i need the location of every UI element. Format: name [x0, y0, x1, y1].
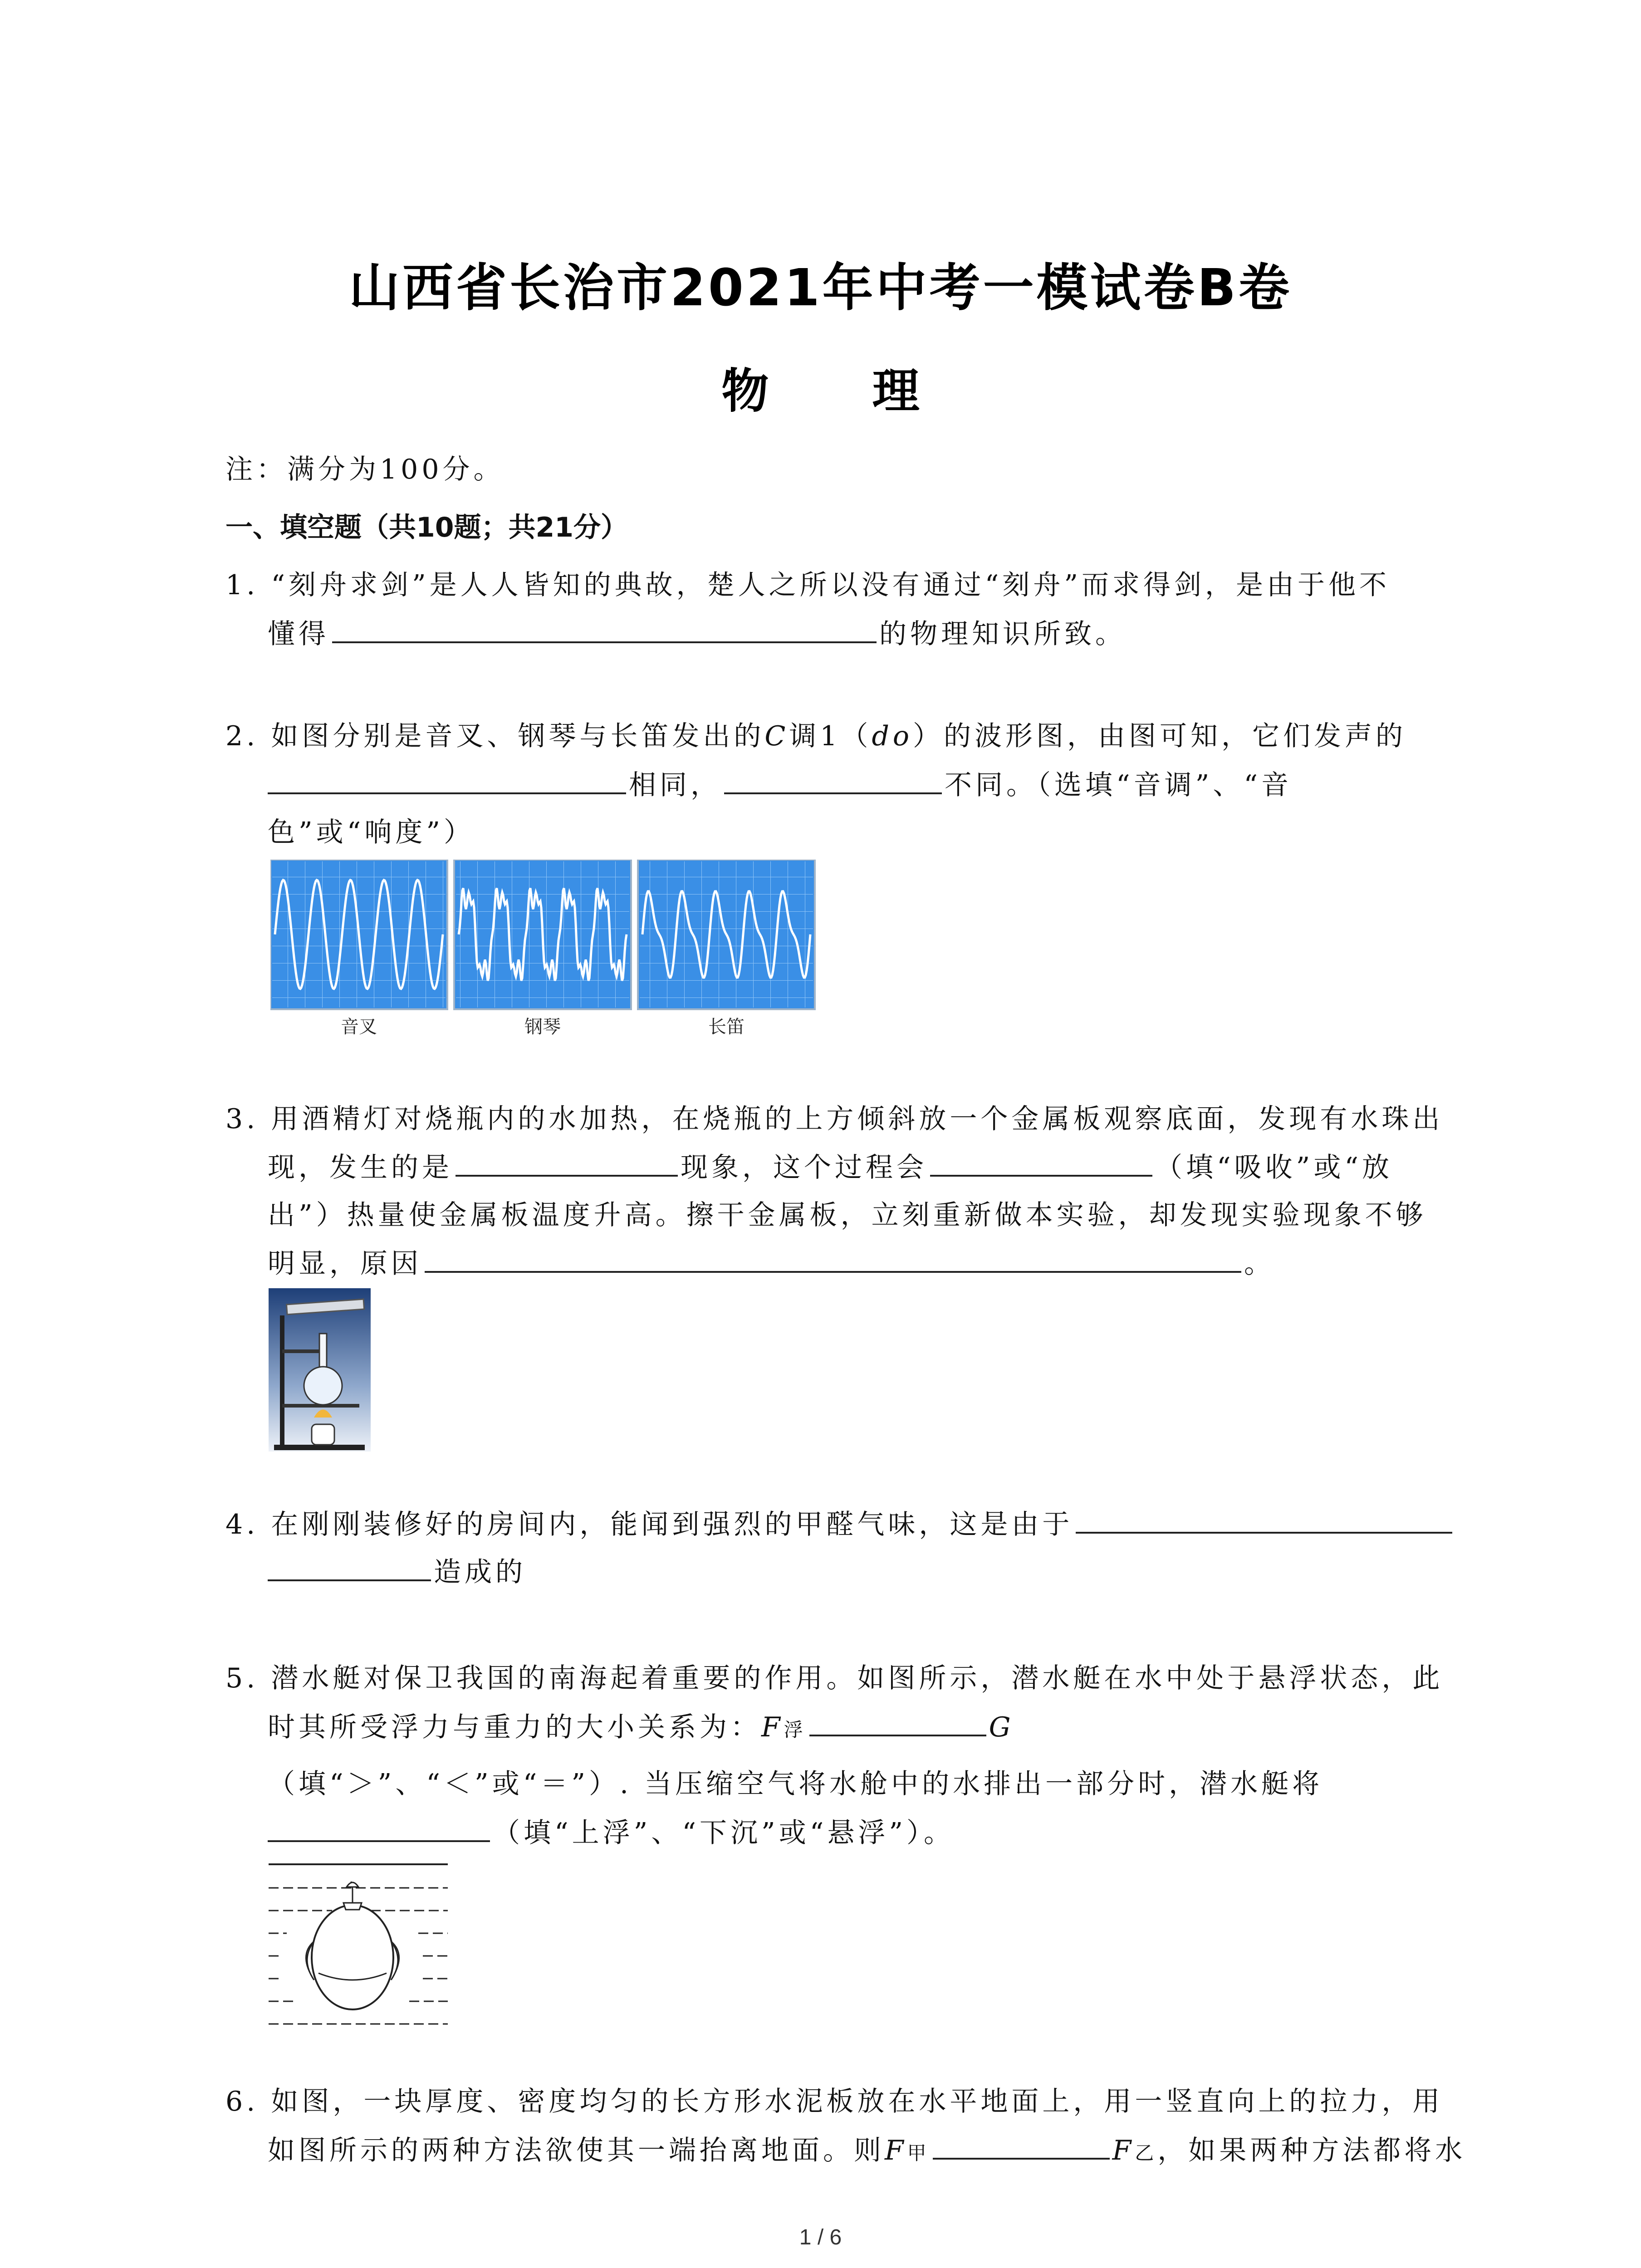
submarine-figure	[269, 1860, 450, 2032]
page-number: 1 / 6	[799, 2225, 842, 2249]
q3-text-2: 现象，这个过程会	[681, 1152, 927, 1183]
q3-answer-blank-2[interactable]	[930, 1147, 1152, 1177]
q2-text-5: 不同。（选填“音调”、“音	[945, 769, 1293, 801]
q5-line2	[268, 1706, 1014, 1750]
q1-text-pre: 懂得	[268, 618, 329, 650]
q3-line3: 出”）热量使金属板温度升高。擦干金属板，立刻重新做本实验，却发现实验现象不够	[268, 1199, 1427, 1231]
flask-heating-figure	[269, 1288, 371, 1452]
q2-line2	[268, 764, 1292, 806]
q4-answer-blank-2[interactable]	[268, 1551, 431, 1581]
q5-answer-blank-1[interactable]	[809, 1706, 986, 1736]
tuning-fork-wave-panel	[270, 860, 447, 1009]
q6-text-2: ，如果两种方法都将水	[1157, 2135, 1466, 2166]
q2-text-3: ）的波形图，由图可知，它们发声的	[912, 720, 1406, 752]
q3-line2	[268, 1147, 1393, 1188]
label-tuning-fork: 音叉	[341, 1017, 377, 1037]
q2-line1	[225, 716, 1406, 757]
flute-wave-panel	[638, 860, 815, 1009]
q5-line1: 5. 潜水艇对保卫我国的南海起着重要的作用。如图所示，潜水艇在水中处于悬浮状态，此	[225, 1662, 1444, 1694]
alcohol-lamp	[312, 1424, 334, 1445]
submarine-hull	[312, 1905, 393, 2009]
q3-answer-blank-1[interactable]	[456, 1147, 678, 1177]
q5-f: F	[761, 1711, 784, 1743]
q3-line1: 3. 用酒精灯对烧瓶内的水加热，在烧瓶的上方倾斜放一个金属板观察底面，发现有水珠出	[225, 1103, 1444, 1135]
q3-answer-blank-3[interactable]	[425, 1243, 1241, 1273]
stand-rod	[280, 1315, 284, 1448]
q2-answer-blank-1[interactable]	[268, 764, 626, 794]
stand-base	[274, 1445, 365, 1450]
q2-text-1: 2. 如图分别是音叉、钢琴与长笛发出的	[225, 720, 765, 752]
q2-text-4: 相同，	[629, 769, 721, 801]
subject-title: 物 理	[721, 363, 963, 419]
q1-line2	[268, 613, 1126, 655]
q1-text-post: 的物理知识所致。	[879, 618, 1126, 650]
q3-line4	[268, 1243, 1275, 1284]
q5-answer-blank-2[interactable]	[268, 1812, 490, 1842]
q2-answer-blank-2[interactable]	[724, 764, 942, 794]
q3-text-3: （填“吸收”或“放	[1155, 1152, 1393, 1183]
q2-line3: 色”或“响度”）	[268, 816, 475, 848]
flask	[304, 1367, 342, 1405]
q2-text-2: 调1（	[789, 720, 872, 752]
q5-g: G	[989, 1711, 1014, 1743]
score-note: 注：满分为100分。	[225, 454, 505, 485]
q1-line1: 1. “刻舟求剑”是人人皆知的典故，楚人之所以没有通过“刻舟”而求得剑，是由于他不	[225, 569, 1391, 601]
q4-line2	[268, 1551, 526, 1593]
q5-text-2: （填“上浮”、“下沉”或“悬浮”）。	[493, 1817, 955, 1849]
q3-text-4: 明显，原因	[268, 1248, 422, 1280]
label-flute: 长笛	[708, 1017, 745, 1037]
q3-text-5: 。	[1244, 1248, 1275, 1280]
q4-text-2: 造成的	[434, 1556, 526, 1588]
q2-do: do	[872, 720, 913, 752]
q6-answer-blank-1[interactable]	[933, 2130, 1110, 2160]
q3-text-1: 现，发生的是	[268, 1152, 453, 1183]
q6-f2-sub: 乙	[1135, 2142, 1158, 2164]
q6-line1: 6. 如图，一块厚度、密度均匀的长方形水泥板放在水平地面上，用一竖直向上的拉力，用	[225, 2086, 1444, 2117]
q6-text-1: 如图所示的两种方法欲使其一端抬离地面。则	[268, 2135, 885, 2166]
q6-f1-sub: 甲	[907, 2142, 930, 2164]
q5-line4	[268, 1812, 955, 1853]
q2-c-note: C	[764, 720, 789, 752]
q4-text-1: 4. 在刚刚装修好的房间内，能闻到强烈的甲醛气味，这是由于	[225, 1509, 1073, 1540]
q4-answer-blank-1[interactable]	[1076, 1504, 1452, 1534]
q1-answer-blank[interactable]	[332, 613, 877, 643]
piano-wave-panel	[454, 860, 631, 1009]
q5-f-sub: 浮	[784, 1719, 807, 1741]
q5-text-1: 时其所受浮力与重力的大小关系为：	[268, 1711, 761, 1743]
q6-f2: F	[1112, 2135, 1135, 2166]
section-heading: 一、填空题（共10题；共21分）	[225, 512, 628, 543]
label-piano: 钢琴	[524, 1017, 561, 1037]
q4-line1	[225, 1504, 1455, 1545]
q6-line2	[268, 2130, 1466, 2174]
q5-line3: （填“＞”、“＜”或“＝”）. 当压缩空气将水舱中的水排出一部分时，潜水艇将	[268, 1768, 1323, 1800]
exam-title: 山西省长治市2021年中考一模试卷B卷	[348, 259, 1293, 318]
q6-f1: F	[885, 2135, 907, 2166]
